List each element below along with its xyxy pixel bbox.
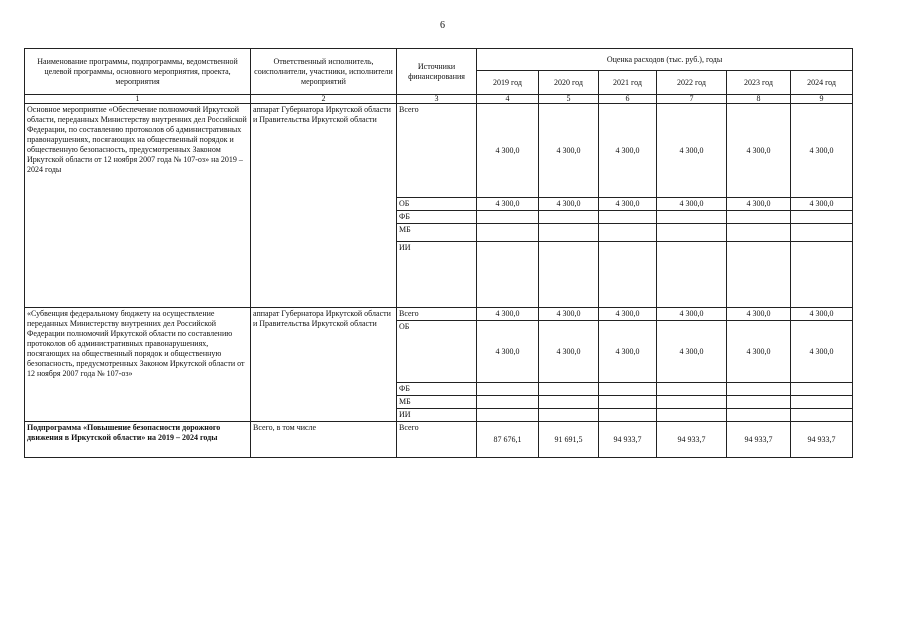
source-cell: ОБ: [397, 321, 477, 383]
value-cell: 94 933,7: [599, 422, 657, 458]
value-cell: 4 300,0: [477, 104, 539, 198]
value-cell: 4 300,0: [599, 198, 657, 211]
value-cell: [791, 242, 853, 308]
value-cell: [599, 211, 657, 224]
header-executor: Ответственный исполнитель, соисполнители, участники, исполнители мероприятий: [251, 49, 397, 95]
value-cell: 4 300,0: [599, 104, 657, 198]
value-cell: [599, 224, 657, 242]
value-cell: [727, 224, 791, 242]
block3-name: Подпрограмма «Повышение безопасности дорожного движения в Иркутской области» на 2019 – 2024 годы: [25, 422, 251, 458]
column-number: 3: [397, 95, 477, 104]
header-year: 2021 год: [599, 71, 657, 95]
source-cell: Всего: [397, 104, 477, 198]
value-cell: [539, 242, 599, 308]
header-sources: Источники финансирования: [397, 49, 477, 95]
source-cell: ФБ: [397, 383, 477, 396]
column-number: 9: [791, 95, 853, 104]
value-cell: 91 691,5: [539, 422, 599, 458]
expense-table: [24, 48, 853, 458]
value-cell: [539, 211, 599, 224]
value-cell: 4 300,0: [477, 321, 539, 383]
column-number: 6: [599, 95, 657, 104]
value-cell: 4 300,0: [477, 308, 539, 321]
value-cell: 4 300,0: [727, 104, 791, 198]
value-cell: [727, 242, 791, 308]
source-cell: МБ: [397, 224, 477, 242]
source-cell: ИИ: [397, 242, 477, 308]
value-cell: [727, 383, 791, 396]
page-number: 6: [440, 20, 445, 31]
header-row: [25, 49, 853, 71]
column-number: 1: [25, 95, 251, 104]
block3-executor: Всего, в том числе: [251, 422, 397, 458]
value-cell: [477, 396, 539, 409]
value-cell: 94 933,7: [727, 422, 791, 458]
value-cell: 4 300,0: [791, 321, 853, 383]
source-cell: МБ: [397, 396, 477, 409]
value-cell: 4 300,0: [791, 308, 853, 321]
value-cell: 4 300,0: [599, 308, 657, 321]
source-cell: Всего: [397, 422, 477, 458]
table-row: [25, 308, 853, 321]
value-cell: [599, 396, 657, 409]
value-cell: 4 300,0: [727, 198, 791, 211]
value-cell: [791, 396, 853, 409]
header-year: 2024 год: [791, 71, 853, 95]
value-cell: 4 300,0: [539, 198, 599, 211]
value-cell: [791, 224, 853, 242]
value-cell: 4 300,0: [727, 308, 791, 321]
value-cell: [477, 211, 539, 224]
value-cell: [657, 396, 727, 409]
value-cell: [599, 242, 657, 308]
header-name: Наименование программы, подпрограммы, ведомственной целевой программы, основного мероприятия, проекта, мероприятия: [25, 49, 251, 95]
value-cell: 4 300,0: [539, 321, 599, 383]
header-year: 2020 год: [539, 71, 599, 95]
source-cell: ОБ: [397, 198, 477, 211]
column-number: 7: [657, 95, 727, 104]
table-row: [25, 422, 853, 458]
header-costs: Оценка расходов (тыс. руб.), годы: [477, 49, 853, 71]
value-cell: [791, 383, 853, 396]
value-cell: [727, 409, 791, 422]
value-cell: [657, 211, 727, 224]
value-cell: [727, 211, 791, 224]
value-cell: [477, 409, 539, 422]
value-cell: [657, 224, 727, 242]
value-cell: 4 300,0: [727, 321, 791, 383]
value-cell: 4 300,0: [657, 104, 727, 198]
value-cell: [727, 396, 791, 409]
value-cell: [539, 409, 599, 422]
value-cell: 4 300,0: [791, 198, 853, 211]
value-cell: 4 300,0: [599, 321, 657, 383]
value-cell: [791, 409, 853, 422]
value-cell: [477, 224, 539, 242]
value-cell: 87 676,1: [477, 422, 539, 458]
value-cell: [657, 242, 727, 308]
column-number: 4: [477, 95, 539, 104]
value-cell: [477, 383, 539, 396]
block1-name: Основное мероприятие «Обеспечение полномочий Иркутской области, переданных Министерству внутренних дел Российской Федерации, по составлению протоколов об административных правонарушениях, посягающих на общественный порядок и общественную безопасность, предусмотренных Законом Иркутской области от 12 ноября 2007 года № 107-оз» на 2019 – 2024 годы: [25, 104, 251, 308]
value-cell: 4 300,0: [539, 308, 599, 321]
value-cell: 94 933,7: [657, 422, 727, 458]
value-cell: [791, 211, 853, 224]
column-number: 5: [539, 95, 599, 104]
header-year: 2019 год: [477, 71, 539, 95]
value-cell: [539, 224, 599, 242]
value-cell: 4 300,0: [657, 321, 727, 383]
value-cell: 94 933,7: [791, 422, 853, 458]
block2-name: «Субвенция федеральному бюджету на осуществление переданных Министерству внутренних дел Российской Федерации полномочий Иркутской области по составлению протоколов об административных правонарушениях, посягающих на общественный порядок и общественную безопасность, предусмотренных Законом Иркутской области от 12 ноября 2007 года № 107-оз»: [25, 308, 251, 422]
source-cell: Всего: [397, 308, 477, 321]
block2-executor: аппарат Губернатора Иркутской области и Правительства Иркутской области: [251, 308, 397, 422]
source-cell: ФБ: [397, 211, 477, 224]
column-number-row: [25, 95, 853, 104]
value-cell: [657, 409, 727, 422]
value-cell: [599, 409, 657, 422]
value-cell: [657, 383, 727, 396]
header-year: 2022 год: [657, 71, 727, 95]
value-cell: [539, 383, 599, 396]
column-number: 8: [727, 95, 791, 104]
value-cell: [599, 383, 657, 396]
value-cell: 4 300,0: [657, 308, 727, 321]
value-cell: [477, 242, 539, 308]
block1-executor: аппарат Губернатора Иркутской области и Правительства Иркутской области: [251, 104, 397, 308]
header-year: 2023 год: [727, 71, 791, 95]
value-cell: 4 300,0: [657, 198, 727, 211]
value-cell: 4 300,0: [791, 104, 853, 198]
source-cell: ИИ: [397, 409, 477, 422]
value-cell: 4 300,0: [477, 198, 539, 211]
value-cell: 4 300,0: [539, 104, 599, 198]
column-number: 2: [251, 95, 397, 104]
table-row: [25, 104, 853, 198]
value-cell: [539, 396, 599, 409]
